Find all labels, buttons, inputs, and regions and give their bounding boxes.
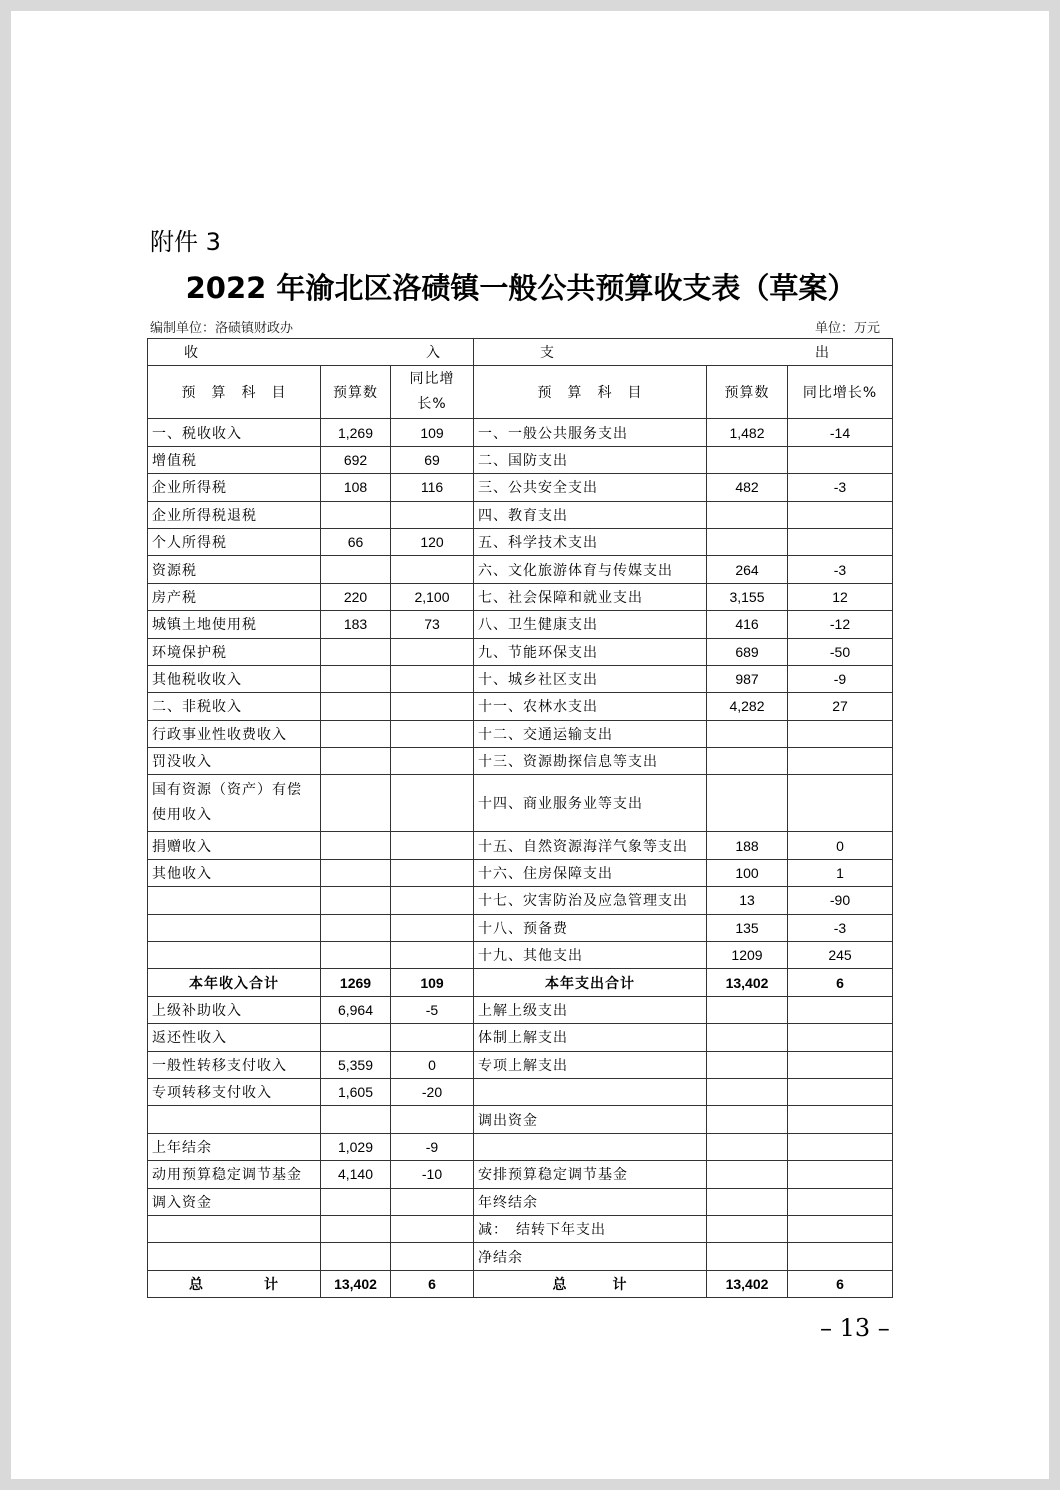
expense-budget-cell — [707, 748, 788, 775]
income-yoy-cell: 6 — [391, 1270, 474, 1297]
expense-yoy-cell: 0 — [788, 832, 893, 859]
expense-yoy-cell: -90 — [788, 887, 893, 914]
income-subject-cell — [148, 942, 321, 969]
income-yoy-cell — [391, 859, 474, 886]
expense-budget-cell — [707, 1078, 788, 1105]
income-subject-cell: 一般性转移支付收入 — [148, 1051, 321, 1078]
income-yoy-cell — [391, 501, 474, 528]
income-header-2: 入 — [426, 345, 441, 362]
expense-budget-cell: 1209 — [707, 942, 788, 969]
expense-budget-cell — [707, 1106, 788, 1133]
page-title: 2022 年渝北区洛碛镇一般公共预算收支表（草案） — [185, 271, 857, 305]
table-row — [148, 556, 893, 583]
income-budget-cell: 108 — [321, 474, 391, 501]
expense-yoy-cell: -50 — [788, 638, 893, 665]
income-budget-cell — [321, 556, 391, 583]
compiler-label: 编制单位：洛碛镇财政办 — [150, 321, 294, 336]
income-yoy-cell — [391, 1024, 474, 1051]
income-budget-cell — [321, 693, 391, 720]
page-number: – 13 – — [820, 1314, 890, 1342]
table-row — [148, 1051, 893, 1078]
expense-subject-cell: 八、卫生健康支出 — [474, 611, 707, 638]
expense-subject-cell: 十二、交通运输支出 — [474, 720, 707, 747]
expense-subject-cell: 五、科学技术支出 — [474, 528, 707, 555]
expense-yoy-cell — [788, 1243, 893, 1270]
expense-yoy-header: 同比增长% — [788, 366, 893, 419]
income-budget-cell: 1,269 — [321, 419, 391, 446]
income-subject-cell: 城镇土地使用税 — [148, 611, 321, 638]
expense-budget-cell: 264 — [707, 556, 788, 583]
expense-budget-cell — [707, 1215, 788, 1242]
table-row — [148, 1078, 893, 1105]
table-row — [148, 748, 893, 775]
income-yoy-cell — [391, 693, 474, 720]
expense-budget-cell — [707, 1161, 788, 1188]
expense-yoy-cell: -14 — [788, 419, 893, 446]
expense-subject-cell: 十八、预备费 — [474, 914, 707, 941]
expense-yoy-cell — [788, 1133, 893, 1160]
expense-budget-cell: 1,482 — [707, 419, 788, 446]
income-yoy-cell: 120 — [391, 528, 474, 555]
income-subject-cell: 企业所得税退税 — [148, 501, 321, 528]
income-subject-cell: 其他税收收入 — [148, 665, 321, 692]
expense-subject-cell: 调出资金 — [474, 1106, 707, 1133]
annex-label: 附件 3 — [150, 228, 221, 256]
table-row — [148, 887, 893, 914]
expense-yoy-cell: -9 — [788, 665, 893, 692]
income-subject-cell: 资源税 — [148, 556, 321, 583]
income-yoy-cell — [391, 1106, 474, 1133]
expense-yoy-cell: 27 — [788, 693, 893, 720]
income-subject-cell: 增值税 — [148, 446, 321, 473]
expense-yoy-cell: -3 — [788, 474, 893, 501]
expense-yoy-cell — [788, 996, 893, 1023]
expense-budget-cell: 13 — [707, 887, 788, 914]
income-subject-cell: 其他收入 — [148, 859, 321, 886]
expense-budget-cell — [707, 528, 788, 555]
income-subject-cell: 专项转移支付收入 — [148, 1078, 321, 1105]
income-yoy-cell — [391, 1188, 474, 1215]
expense-budget-cell — [707, 1024, 788, 1051]
income-subject-cell: 捐赠收入 — [148, 832, 321, 859]
table-row — [148, 859, 893, 886]
expense-yoy-cell — [788, 1161, 893, 1188]
income-subject-cell: 动用预算稳定调节基金 — [148, 1161, 321, 1188]
expense-budget-cell: 13,402 — [707, 969, 788, 996]
table-row — [148, 996, 893, 1023]
expense-budget-cell: 188 — [707, 832, 788, 859]
income-yoy-header: 同比增长% — [391, 366, 474, 419]
expense-budget-cell: 416 — [707, 611, 788, 638]
expense-budget-cell — [707, 1133, 788, 1160]
expense-subject-cell — [474, 1133, 707, 1160]
expense-budget-cell: 987 — [707, 665, 788, 692]
income-budget-cell: 66 — [321, 528, 391, 555]
income-subject-cell: 环境保护税 — [148, 638, 321, 665]
income-budget-cell: 1269 — [321, 969, 391, 996]
income-budget-header: 预算数 — [321, 366, 391, 419]
expense-subject-cell: 二、国防支出 — [474, 446, 707, 473]
table-row — [148, 419, 893, 446]
income-budget-cell: 4,140 — [321, 1161, 391, 1188]
income-yoy-cell — [391, 748, 474, 775]
income-yoy-cell: 0 — [391, 1051, 474, 1078]
income-yoy-cell — [391, 665, 474, 692]
expense-budget-cell: 482 — [707, 474, 788, 501]
table-row — [148, 693, 893, 720]
income-yoy-cell — [391, 638, 474, 665]
income-yoy-cell: 2,100 — [391, 583, 474, 610]
income-yoy-cell — [391, 832, 474, 859]
income-budget-cell: 1,029 — [321, 1133, 391, 1160]
expense-subject-cell: 四、教育支出 — [474, 501, 707, 528]
table-row — [148, 1243, 893, 1270]
income-budget-cell — [321, 1188, 391, 1215]
expense-subject-cell: 减： 结转下年支出 — [474, 1215, 707, 1242]
income-subject-cell — [148, 1215, 321, 1242]
expense-yoy-cell: -3 — [788, 556, 893, 583]
expense-yoy-cell — [788, 501, 893, 528]
expense-yoy-cell — [788, 1215, 893, 1242]
table-row — [148, 611, 893, 638]
expense-budget-cell: 13,402 — [707, 1270, 788, 1297]
income-budget-cell — [321, 665, 391, 692]
income-budget-cell — [321, 887, 391, 914]
income-budget-cell: 1,605 — [321, 1078, 391, 1105]
expense-yoy-cell: 12 — [788, 583, 893, 610]
expense-budget-cell — [707, 775, 788, 832]
expense-yoy-cell: -12 — [788, 611, 893, 638]
income-subject-cell: 二、非税收入 — [148, 693, 321, 720]
expense-yoy-cell: 1 — [788, 859, 893, 886]
income-yoy-cell: 73 — [391, 611, 474, 638]
income-yoy-cell: -9 — [391, 1133, 474, 1160]
expense-yoy-cell — [788, 775, 893, 832]
income-subject-cell: 罚没收入 — [148, 748, 321, 775]
income-yoy-cell — [391, 556, 474, 583]
income-subject-cell: 上年结余 — [148, 1133, 321, 1160]
income-yoy-cell — [391, 942, 474, 969]
expense-yoy-cell: 245 — [788, 942, 893, 969]
expense-subject-cell: 净结余 — [474, 1243, 707, 1270]
income-yoy-cell — [391, 1243, 474, 1270]
table-row — [148, 832, 893, 859]
income-subject-cell — [148, 914, 321, 941]
expense-budget-cell — [707, 720, 788, 747]
income-budget-cell — [321, 1215, 391, 1242]
income-budget-cell — [321, 859, 391, 886]
expense-yoy-cell — [788, 1051, 893, 1078]
income-budget-cell: 5,359 — [321, 1051, 391, 1078]
table-row — [148, 1133, 893, 1160]
expense-yoy-cell: 6 — [788, 969, 893, 996]
income-subject-cell: 个人所得税 — [148, 528, 321, 555]
income-yoy-cell — [391, 775, 474, 832]
income-budget-cell: 183 — [321, 611, 391, 638]
table-row — [148, 501, 893, 528]
income-yoy-cell — [391, 887, 474, 914]
table-row — [148, 720, 893, 747]
income-budget-cell — [321, 748, 391, 775]
expense-subject-cell: 年终结余 — [474, 1188, 707, 1215]
expense-yoy-cell — [788, 1078, 893, 1105]
income-yoy-cell — [391, 914, 474, 941]
expense-subject-cell: 十七、灾害防治及应急管理支出 — [474, 887, 707, 914]
table-row — [148, 446, 893, 473]
income-subject-cell: 国有资源（资产）有偿使用收入 — [148, 775, 321, 832]
income-yoy-cell — [391, 1215, 474, 1242]
income-yoy-cell: 109 — [391, 419, 474, 446]
expense-subject-cell: 九、节能环保支出 — [474, 638, 707, 665]
income-budget-cell: 220 — [321, 583, 391, 610]
income-yoy-cell — [391, 720, 474, 747]
expense-budget-cell: 3,155 — [707, 583, 788, 610]
income-subject-cell — [148, 1106, 321, 1133]
expense-subject-cell: 体制上解支出 — [474, 1024, 707, 1051]
expense-yoy-cell — [788, 748, 893, 775]
expense-subject-cell: 十四、商业服务业等支出 — [474, 775, 707, 832]
income-yoy-cell: 69 — [391, 446, 474, 473]
expense-subject-cell: 十三、资源勘探信息等支出 — [474, 748, 707, 775]
expense-header-2: 出 — [815, 345, 830, 362]
expense-subject-cell: 十一、农林水支出 — [474, 693, 707, 720]
expense-subject-cell: 总 计 — [474, 1270, 707, 1297]
income-budget-cell — [321, 720, 391, 747]
expense-budget-cell: 100 — [707, 859, 788, 886]
expense-subject-cell: 安排预算稳定调节基金 — [474, 1161, 707, 1188]
table-row — [148, 1161, 893, 1188]
expense-yoy-cell — [788, 720, 893, 747]
expense-subject-cell — [474, 1078, 707, 1105]
table-row — [148, 638, 893, 665]
expense-subject-cell: 三、公共安全支出 — [474, 474, 707, 501]
expense-subject-cell: 六、文化旅游体育与传媒支出 — [474, 556, 707, 583]
income-subject-cell: 企业所得税 — [148, 474, 321, 501]
income-yoy-cell: 109 — [391, 969, 474, 996]
income-budget-cell — [321, 501, 391, 528]
expense-yoy-cell: -3 — [788, 914, 893, 941]
income-budget-cell — [321, 1024, 391, 1051]
table-row — [148, 1188, 893, 1215]
expense-budget-cell — [707, 446, 788, 473]
expense-subject-cell: 十、城乡社区支出 — [474, 665, 707, 692]
income-subject-cell: 上级补助收入 — [148, 996, 321, 1023]
expense-yoy-cell — [788, 528, 893, 555]
table-row — [148, 775, 893, 832]
income-budget-cell — [321, 832, 391, 859]
expense-subject-cell: 七、社会保障和就业支出 — [474, 583, 707, 610]
expense-yoy-cell — [788, 1188, 893, 1215]
expense-subject-cell: 上解上级支出 — [474, 996, 707, 1023]
income-yoy-cell: -10 — [391, 1161, 474, 1188]
table-row — [148, 474, 893, 501]
table-row — [148, 1024, 893, 1051]
income-budget-cell: 6,964 — [321, 996, 391, 1023]
expense-subject-cell: 一、一般公共服务支出 — [474, 419, 707, 446]
expense-budget-cell — [707, 1188, 788, 1215]
income-subject-cell: 本年收入合计 — [148, 969, 321, 996]
table-row — [148, 665, 893, 692]
income-subject-cell: 总 计 — [148, 1270, 321, 1297]
income-yoy-cell: -5 — [391, 996, 474, 1023]
income-subject-cell — [148, 1243, 321, 1270]
income-header-cell — [148, 339, 474, 366]
expense-subject-header: 预 算 科 目 — [474, 366, 707, 419]
expense-subject-cell: 十五、自然资源海洋气象等支出 — [474, 832, 707, 859]
income-subject-cell: 一、税收收入 — [148, 419, 321, 446]
table-row — [148, 528, 893, 555]
income-yoy-cell: 116 — [391, 474, 474, 501]
expense-budget-header: 预算数 — [707, 366, 788, 419]
expense-budget-cell — [707, 1243, 788, 1270]
expense-yoy-cell — [788, 1106, 893, 1133]
expense-yoy-cell: 6 — [788, 1270, 893, 1297]
expense-subject-cell: 本年支出合计 — [474, 969, 707, 996]
expense-budget-cell: 135 — [707, 914, 788, 941]
expense-subject-cell: 十六、住房保障支出 — [474, 859, 707, 886]
expense-subject-cell: 十九、其他支出 — [474, 942, 707, 969]
income-budget-cell: 692 — [321, 446, 391, 473]
expense-yoy-cell — [788, 446, 893, 473]
income-budget-cell: 13,402 — [321, 1270, 391, 1297]
income-subject-cell: 返还性收入 — [148, 1024, 321, 1051]
income-budget-cell — [321, 942, 391, 969]
expense-budget-cell — [707, 1051, 788, 1078]
income-yoy-cell: -20 — [391, 1078, 474, 1105]
table-row — [148, 969, 893, 996]
income-budget-cell — [321, 914, 391, 941]
expense-budget-cell — [707, 996, 788, 1023]
header-row-section — [148, 339, 893, 366]
expense-subject-cell: 专项上解支出 — [474, 1051, 707, 1078]
income-budget-cell — [321, 1106, 391, 1133]
income-subject-cell: 房产税 — [148, 583, 321, 610]
income-subject-cell: 调入资金 — [148, 1188, 321, 1215]
income-subject-header: 预 算 科 目 — [148, 366, 321, 419]
expense-budget-cell — [707, 501, 788, 528]
table-row — [148, 1106, 893, 1133]
income-budget-cell — [321, 775, 391, 832]
expense-yoy-cell — [788, 1024, 893, 1051]
expense-budget-cell: 689 — [707, 638, 788, 665]
table-row — [148, 1270, 893, 1297]
income-budget-cell — [321, 638, 391, 665]
table-row — [148, 583, 893, 610]
unit-label: 单位：万元 — [814, 321, 880, 336]
expense-header-cell — [474, 339, 893, 366]
income-subject-cell: 行政事业性收费收入 — [148, 720, 321, 747]
expense-header: 支 — [540, 345, 555, 362]
budget-table — [147, 338, 893, 1298]
header-row-columns — [148, 366, 893, 419]
table-row — [148, 942, 893, 969]
income-subject-cell — [148, 887, 321, 914]
income-header: 收 — [184, 345, 199, 362]
table-row — [148, 914, 893, 941]
table-row — [148, 1215, 893, 1242]
income-budget-cell — [321, 1243, 391, 1270]
expense-budget-cell: 4,282 — [707, 693, 788, 720]
